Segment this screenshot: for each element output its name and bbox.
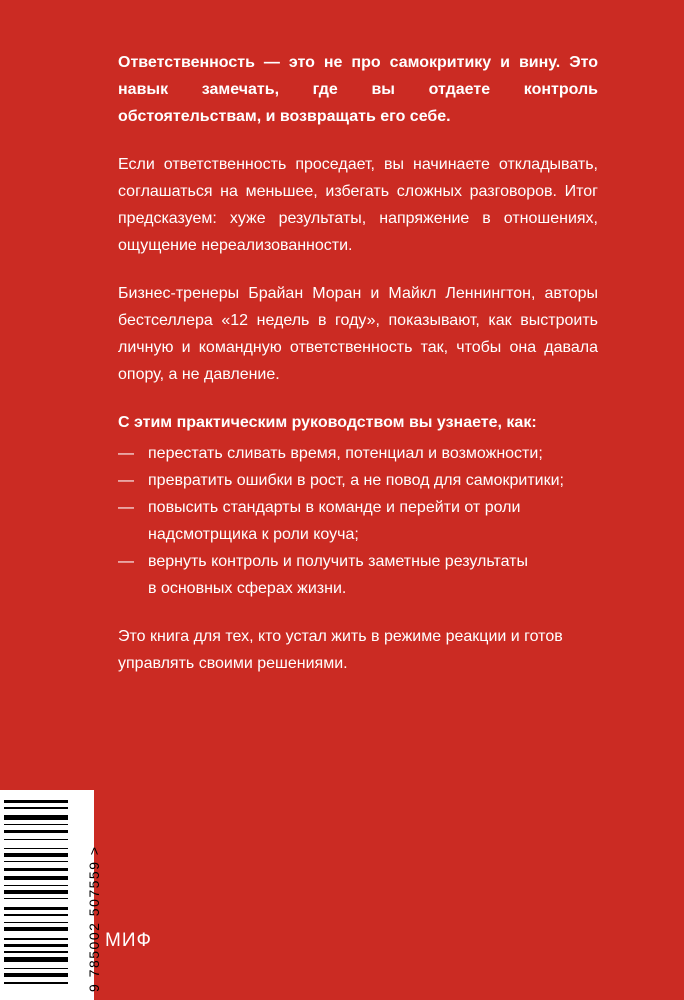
list-item <box>118 494 598 548</box>
barcode-number: 9 785002 507559 > <box>86 845 102 992</box>
barcode-stripe <box>4 927 68 930</box>
barcode-stripe <box>4 973 68 976</box>
barcode-stripe <box>4 824 68 826</box>
barcode-stripe <box>4 815 68 820</box>
barcode-stripe <box>4 861 68 863</box>
publisher-logo: МИФ <box>105 930 152 951</box>
barcode-stripe <box>4 944 68 947</box>
list-item-text: перестать сливать время, потенциал и возможности; <box>148 445 543 462</box>
body-paragraph: Если ответственность проседает, вы начинаете откладывать, соглашаться на меньшее, избегать сложных разговоров. Итог предсказуем: хуже результаты, напряжение в отношениях, ощущение нереализованности. <box>118 156 598 254</box>
barcode-stripe <box>4 890 68 893</box>
list-item <box>118 440 598 467</box>
benefits-list <box>118 440 598 602</box>
barcode-stripe <box>4 853 68 856</box>
back-cover-text <box>118 49 598 677</box>
closing-paragraph: Это книга для тех, кто устал жить в режиме реакции и готов управлять своими решениями. <box>118 628 563 672</box>
isbn-barcode <box>0 790 102 1000</box>
dash-bullet: — <box>118 553 134 570</box>
lead-paragraph: Ответственность — это не про самокритику и вину. Это навык замечать, где вы отдаете контроль обстоятельствам, и возвращать его себе. <box>118 54 598 125</box>
list-heading: С этим практическим руководством вы узнаете, как: <box>118 414 537 431</box>
list-item-text: превратить ошибки в рост, а не повод для самокритики; <box>148 472 564 489</box>
barcode-stripe <box>4 957 68 962</box>
barcode-stripe <box>4 968 68 970</box>
barcode-stripe <box>4 951 68 953</box>
barcode-stripe <box>4 839 68 841</box>
barcode-stripe <box>4 922 68 924</box>
list-item-text: вернуть контроль и получить заметные результаты в основных сферах жизни. <box>148 553 528 597</box>
barcode-bars <box>4 800 68 990</box>
barcode-stripe <box>4 938 68 940</box>
dash-bullet: — <box>118 445 134 462</box>
barcode-stripe <box>4 898 68 900</box>
body-paragraph: Бизнес-тренеры Брайан Моран и Майкл Леннингтон, авторы бестселлера «12 недель в году», показывают, как выстроить личную и командную ответственность так, чтобы она давала опору, а не давление. <box>118 285 598 383</box>
barcode-stripe <box>4 885 68 887</box>
barcode-stripe <box>4 830 68 833</box>
barcode-stripe <box>4 907 68 910</box>
dash-bullet: — <box>118 499 134 516</box>
barcode-stripe <box>4 914 68 916</box>
list-item <box>118 467 598 494</box>
barcode-stripe <box>4 800 68 803</box>
barcode-stripe <box>4 848 68 850</box>
dash-bullet: — <box>118 472 134 489</box>
barcode-stripe <box>4 807 68 809</box>
barcode-stripe <box>4 868 68 871</box>
barcode-stripe <box>4 876 68 881</box>
list-item <box>118 548 598 602</box>
barcode-stripe <box>4 982 68 984</box>
list-item-text: повысить стандарты в команде и перейти от роли надсмотрщика к роли коуча; <box>148 499 521 543</box>
